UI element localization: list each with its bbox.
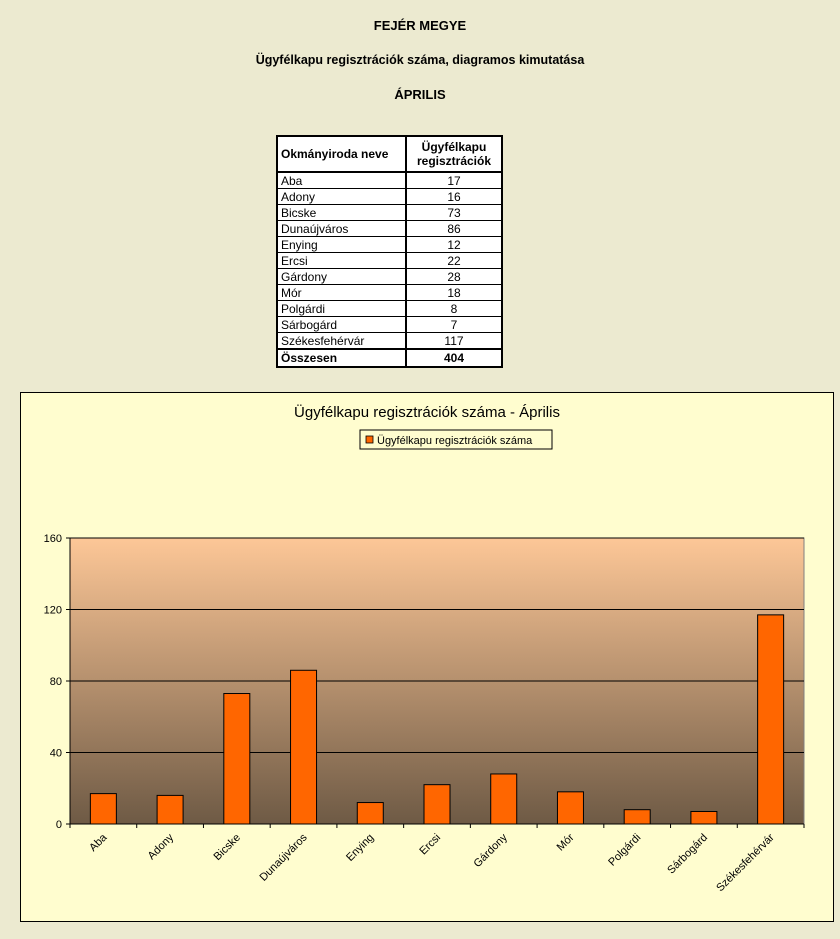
table-row [277,333,502,350]
office-name-cell: Polgárdi [277,301,406,317]
table-row [277,269,502,285]
registrations-cell: 18 [406,285,502,301]
column-header-line2: regisztrációk [416,154,492,168]
registrations-cell: 86 [406,221,502,237]
x-tick-label: Ercsi [417,831,444,858]
bar-dunaújváros [291,670,317,824]
table-row [277,317,502,333]
x-tick-label: Bicske [211,831,243,864]
county-title: FEJÉR MEGYE [373,18,467,33]
column-header-registrations [406,136,502,172]
bar-székesfehérvár [758,615,784,824]
table-row [277,189,502,205]
x-tick-label: Adony [145,831,177,863]
registrations-cell: 73 [406,205,502,221]
bar-sárbogárd [691,811,717,824]
office-name-cell: Gárdony [277,269,406,285]
total-row [277,349,502,367]
office-name-cell: Bicske [277,205,406,221]
bar-ercsi [424,785,450,824]
month-title: ÁPRILIS [394,87,446,102]
y-tick-label: 0 [55,819,62,831]
registrations-cell: 8 [406,301,502,317]
office-name-cell: Adony [277,189,406,205]
table-row [277,172,502,189]
chart-area [20,392,834,922]
y-tick-label: 40 [49,747,62,760]
table-row [277,205,502,221]
column-header-office: Okmányiroda neve [277,136,406,172]
x-tick-label: Polgárdi [606,831,644,869]
office-name-cell: Sárbogárd [277,317,406,333]
table-row [277,285,502,301]
office-name-cell: Mór [277,285,406,301]
x-tick-label: Gárdony [471,831,510,870]
bar-polgárdi [624,810,650,824]
registrations-cell: 17 [406,172,502,189]
x-tick-label: Aba [87,831,110,854]
y-tick-label: 80 [49,676,62,688]
x-tick-label: Mór [554,831,577,854]
bar-enying [357,803,383,824]
registrations-table [276,135,503,368]
legend-swatch [366,436,373,443]
table-row [277,253,502,269]
bar-aba [90,794,116,824]
bar-adony [157,795,183,824]
office-name-cell: Enying [277,237,406,253]
total-label: Összesen [277,349,406,367]
legend-label: Ügyfélkapu regisztrációk száma [377,435,533,447]
registrations-cell: 117 [406,333,502,350]
total-value: 404 [406,349,502,367]
x-tick-label: Székesfehérvár [714,831,777,895]
registrations-cell: 12 [406,237,502,253]
table-row [277,301,502,317]
registrations-cell: 16 [406,189,502,205]
office-name-cell: Aba [277,172,406,189]
table-header-row [277,136,502,172]
office-name-cell: Székesfehérvár [277,333,406,350]
x-tick-label: Dunaújváros [257,831,310,884]
chart-title: Ügyfélkapu regisztrációk száma - Április [294,404,560,421]
registrations-cell: 28 [406,269,502,285]
table-row [277,237,502,253]
x-tick-label: Enying [344,831,377,864]
office-name-cell: Ercsi [277,253,406,269]
registrations-cell: 7 [406,317,502,333]
bar-mór [557,792,583,824]
table-row [277,221,502,237]
report-subtitle: Ügyfélkapu regisztrációk száma, diagramos kimutatása [255,53,585,67]
bar-bicske [224,694,250,824]
office-name-cell: Dunaújváros [277,221,406,237]
y-tick-label: 160 [43,533,62,545]
y-tick-label: 120 [43,604,62,617]
bar-gárdony [491,774,517,824]
column-header-line1: Ügyfélkapu [421,140,487,154]
x-tick-label: Sárbogárd [665,831,711,877]
registrations-cell: 22 [406,253,502,269]
bar-chart [21,393,833,921]
